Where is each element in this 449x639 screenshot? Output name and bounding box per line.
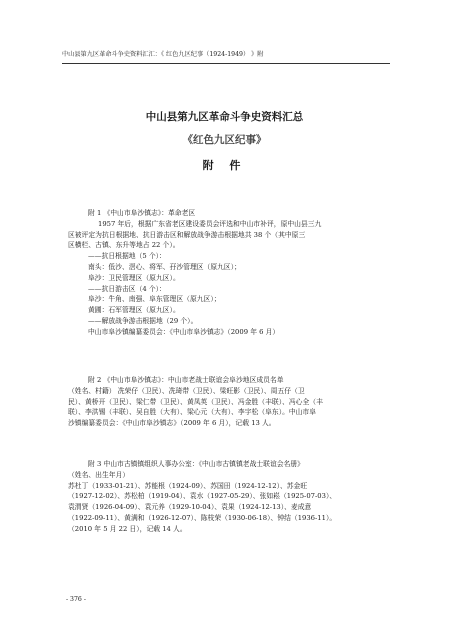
text-line: 阜沙：牛角、南强、阜东管理区（原九区）； (88, 295, 221, 304)
text-line: 民）、黄桥开（卫民）、梁仁带（卫民）、黄凤英（卫民）、冯金胜（丰联）、冯心全（丰 (68, 397, 323, 406)
text-line: ——抗日根据地（5 个）： (88, 252, 166, 261)
text-line: （1927-12-02）、苏松柏（1919-04）、袁水（1927-05-29）、张如崧（1925-07-03）、 (68, 492, 337, 501)
header-rule (62, 63, 390, 64)
text-line: 沙镇编纂委员会：《中山市阜沙镇志》（2009 年 6 月），记载 13 人。 (68, 419, 276, 428)
text-line: （姓名、出生年月） (68, 470, 130, 479)
text-line: 苏杜丁（1933-01-21）、苏能根（1924-09）、苏国田（1924-12-12）、苏金旺 (68, 481, 308, 490)
text-line: 黄圃：石军管理区（原九区）。 (88, 306, 180, 315)
text-line: 附 2 《中山市阜沙镇志》：中山市老战士联谊会阜沙地区成员名单 (88, 376, 284, 384)
text-line: 中山市阜沙镇编纂委员会：《中山市阜沙镇志》（2009 年 6 月） (88, 327, 280, 336)
text-line: （1922-09-11）、黄满和（1926-12-07）、陈枝荣（1930-06-18）、钟结（1936-11）。 (68, 513, 337, 522)
text-line: （姓名、村籍） 冼荣仔（卫民）、冼琦带（卫民）、梁旺影（卫民）、周五仔（卫 (68, 386, 305, 395)
text-line: 附 3 中山市古镇镇组织人事办公室：《中山市古镇镇老战士联谊会名册》 (88, 460, 304, 468)
text-line: 阜沙：卫民管理区（原九区）。 (88, 273, 180, 282)
appendix-2-section (68, 375, 388, 429)
text-line: 袁渭贤（1926-04-09）、袁元养（1929-10-04）、袁果（1924-12-13）、麦成意 (68, 503, 312, 512)
appendix-3-section (68, 459, 388, 535)
book-title: 《红色九区纪事》 (182, 134, 267, 146)
appendix-1-section (68, 208, 388, 338)
text-line: （2010 年 5 月 22 日），记载 14 人。 (68, 524, 187, 533)
text-line: 区横栏、古镇、东升等地占 22 个）。 (68, 241, 180, 250)
page-number: - 376 - (66, 596, 86, 603)
text-line: ——抗日游击区（4 个）： (88, 284, 166, 293)
text-line: 1957 年后，根据广东省老区建设委员会评选和中山市补评，原中山县三九 (98, 219, 322, 228)
text-line: ——解放战争游击根据地（29 个）。 (88, 316, 198, 325)
text-line: 南头：低沙、滘心、将军、孖沙管理区（原九区）； (88, 262, 241, 271)
running-header: 中山县第九区革命斗争史资料汇汇：《 红色九区纪事（1924-1949） 》附 (62, 51, 264, 58)
text-line: 附 1 《中山市阜沙镇志》：革命老区 (88, 209, 196, 217)
text-line: 区被评定为抗日根据地、抗日游击区和解放战争游击根据地共 38 个（其中原三 (68, 230, 306, 239)
appendix-heading: 附 件 (202, 159, 247, 172)
text-line: 联）、李洪锡（丰联）、吴自胜（大有）、梁心元（大有）、李宇松（阜东）。中山市阜 (68, 408, 317, 417)
main-title: 中山县第九区革命斗争史资料汇总 (145, 111, 304, 123)
